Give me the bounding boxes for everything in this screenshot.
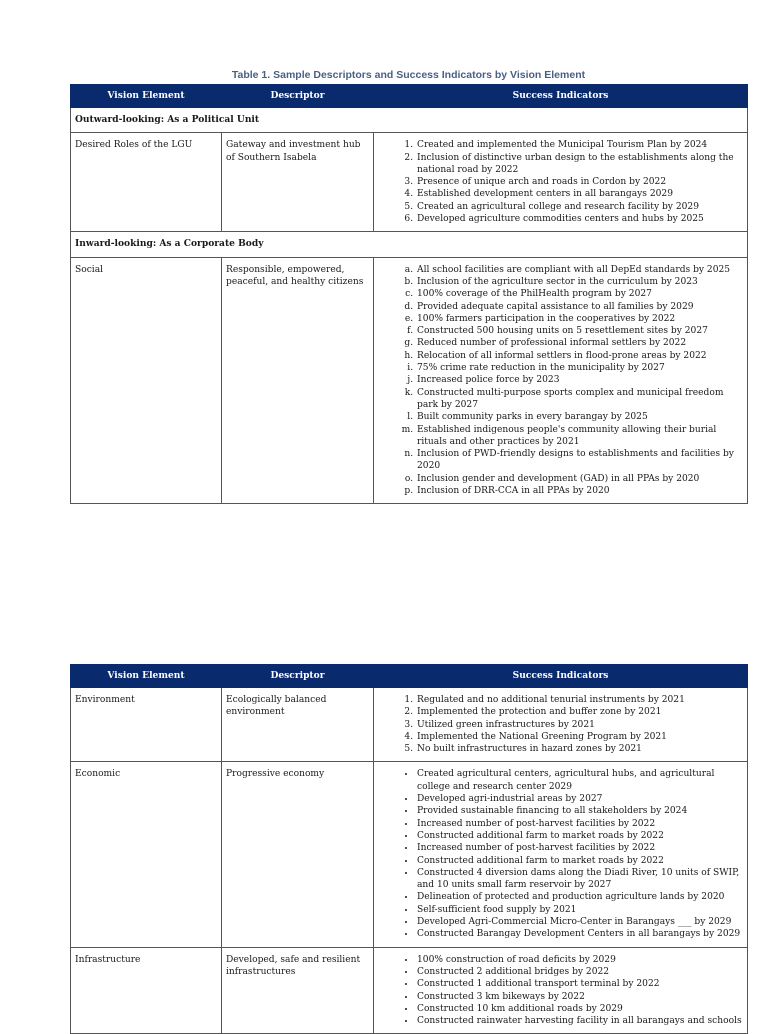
table-caption: Table 1. Sample Descriptors and Success Indicators by Vision Element [231,69,586,81]
indicator-item: • Developed agri-industrial areas by 2027 [416,793,743,805]
indicator-item: • Provided sustainable financing to all stakeholders by 2024 [416,805,743,817]
indicator-item: • Constructed 1 additional transport terminal by 2022 [416,978,743,990]
indicator-item: • Constructed Barangay Development Centers in all barangays by 2029 [416,928,743,940]
vision-element-cell: Desired Roles of the LGU [71,133,222,232]
indicator-item: • Increased number of post-harvest facilities by 2022 [416,818,743,830]
indicator-list [378,694,743,755]
indicator-item: 5. No built infrastructures in hazard zones by 2021 [416,743,743,755]
indicator-item: • Self-sufficient food supply by 2021 [416,904,743,916]
indicator-item: g. Reduced number of professional informal settlers by 2022 [416,337,743,349]
header-descriptor: Descriptor [222,85,374,108]
indicator-list [378,954,743,1028]
indicator-item: e. 100% farmers participation in the cooperatives by 2022 [416,313,743,325]
indicators-cell [374,133,748,232]
indicator-list [378,139,743,225]
indicator-item: i. 75% crime rate reduction in the municipality by 2027 [416,362,743,374]
indicator-item: c. 100% coverage of the PhilHealth program by 2027 [416,288,743,300]
indicator-item: n. Inclusion of PWD-friendly designs to establishments and facilities by 2020 [416,448,743,473]
indicators-cell [374,688,748,762]
indicator-list [378,768,743,940]
table-row [71,688,748,762]
indicator-item: • Constructed additional farm to market roads by 2022 [416,855,743,867]
section-outward-looking: Outward-looking: As a Political Unit [71,108,748,133]
table-row [71,947,748,1034]
header-vision-element: Vision Element [71,85,222,108]
vision-table-1 [70,84,748,504]
table-header-row [71,665,748,688]
indicators-cell [374,947,748,1034]
indicator-item: • Constructed 3 km bikeways by 2022 [416,991,743,1003]
descriptor-cell: Responsible, empowered, peaceful, and healthy citizens [222,257,374,504]
section-row [71,108,748,133]
indicators-cell [374,257,748,504]
indicator-item: d. Provided adequate capital assistance to all families by 2029 [416,301,743,313]
indicator-item: • Constructed rainwater harvesting facility in all barangays and schools [416,1015,743,1027]
indicator-item: • Constructed 10 km additional roads by 2029 [416,1003,743,1015]
header-vision-element: Vision Element [71,665,222,688]
indicator-item: 4. Implemented the National Greening Program by 2021 [416,731,743,743]
indicator-item: l. Built community parks in every barangay by 2025 [416,411,743,423]
indicator-item: f. Constructed 500 housing units on 5 resettlement sites by 2027 [416,325,743,337]
indicator-item: j. Increased police force by 2023 [416,374,743,386]
table-header-row [71,85,748,108]
indicator-item: h. Relocation of all informal settlers in flood-prone areas by 2022 [416,350,743,362]
indicator-item: • Delineation of protected and production agriculture lands by 2020 [416,891,743,903]
vision-table-2 [70,664,748,1034]
section-inward-looking: Inward-looking: As a Corporate Body [71,232,748,257]
indicator-item: o. Inclusion gender and development (GAD) in all PPAs by 2020 [416,473,743,485]
indicator-item: 1. Created and implemented the Municipal Tourism Plan by 2024 [416,139,743,151]
descriptor-cell: Ecologically balanced environment [222,688,374,762]
indicator-item: 3. Utilized green infrastructures by 2021 [416,719,743,731]
indicator-list [378,264,743,498]
section-row [71,232,748,257]
indicator-item: 3. Presence of unique arch and roads in Cordon by 2022 [416,176,743,188]
indicator-item: • 100% construction of road deficits by 2029 [416,954,743,966]
indicator-item: • Created agricultural centers, agricultural hubs, and agricultural college and research center 2029 [416,768,743,793]
vision-element-cell: Social [71,257,222,504]
indicator-item: 2. Implemented the protection and buffer zone by 2021 [416,706,743,718]
indicator-item: 5. Created an agricultural college and research facility by 2029 [416,201,743,213]
indicator-item: k. Constructed multi-purpose sports complex and municipal freedom park by 2027 [416,387,743,412]
indicator-item: 6. Developed agriculture commodities centers and hubs by 2025 [416,213,743,225]
table-row [71,133,748,232]
indicators-cell [374,762,748,947]
descriptor-cell: Gateway and investment hub of Southern Isabela [222,133,374,232]
indicator-item: a. All school facilities are compliant with all DepEd standards by 2025 [416,264,743,276]
header-descriptor: Descriptor [222,665,374,688]
header-success-indicators: Success Indicators [374,665,748,688]
vision-element-cell: Economic [71,762,222,947]
table-row [71,257,748,504]
indicator-item: • Constructed additional farm to market roads by 2022 [416,830,743,842]
indicator-item: m. Established indigenous people's community allowing their burial rituals and other practices by 2021 [416,424,743,449]
descriptor-cell: Developed, safe and resilient infrastructures [222,947,374,1034]
table-row [71,762,748,947]
indicator-item: b. Inclusion of the agriculture sector in the curriculum by 2023 [416,276,743,288]
vision-element-cell: Infrastructure [71,947,222,1034]
indicator-item: • Constructed 2 additional bridges by 2022 [416,966,743,978]
indicator-item: 4. Established development centers in all barangays 2029 [416,188,743,200]
header-success-indicators: Success Indicators [374,85,748,108]
indicator-item: • Increased number of post-harvest facilities by 2022 [416,842,743,854]
descriptor-cell: Progressive economy [222,762,374,947]
indicator-item: 1. Regulated and no additional tenurial instruments by 2021 [416,694,743,706]
indicator-item: • Constructed 4 diversion dams along the Diadi River, 10 units of SWIP, and 10 units small farm reservoir by 2027 [416,867,743,892]
vision-element-cell: Environment [71,688,222,762]
indicator-item: p. Inclusion of DRR-CCA in all PPAs by 2020 [416,485,743,497]
indicator-item: 2. Inclusion of distinctive urban design to the establishments along the national road by 2022 [416,152,743,177]
indicator-item: • Developed Agri-Commercial Micro-Center in Barangays ___ by 2029 [416,916,743,928]
